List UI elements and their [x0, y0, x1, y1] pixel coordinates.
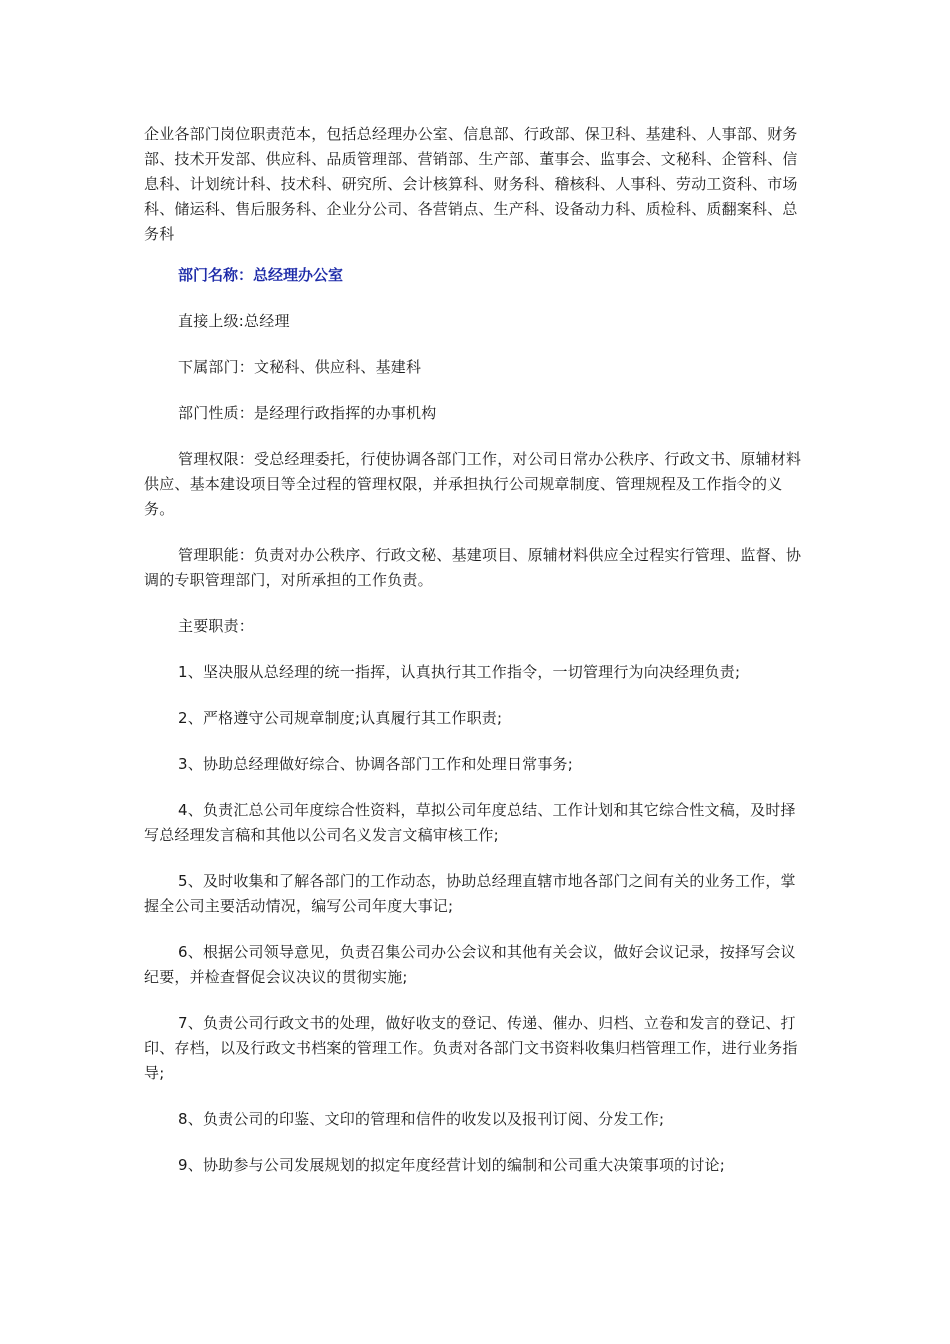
duty-item: 9、协助参与公司发展规划的拟定年度经营计划的编制和公司重大决策事项的讨论; — [178, 1156, 726, 1174]
management-function: 管理职能：负责对办公秩序、行政文秘、基建项目、原辅材料供应全过程实行管理、监督、协调的专职管理部门，对所承担的工作负责。 — [144, 546, 802, 589]
department-heading: 部门名称：总经理办公室 — [178, 266, 344, 284]
document-page — [144, 122, 804, 1199]
duty-item: 4、负责汇总公司年度综合性资料，草拟公司年度总结、工作计划和其它综合性文稿，及时择写总经理发言稿和其他以公司名义发言文稿审核工作; — [144, 801, 796, 844]
duty-item: 5、及时收集和了解各部门的工作动态，协助总经理直辖市地各部门之间有关的业务工作，掌握全公司主要活动情况，编写公司年度大事记; — [144, 872, 796, 915]
management-authority: 管理权限：受总经理委托，行使协调各部门工作，对公司日常办公秩序、行政文书、原辅材料供应、基本建设项目等全过程的管理权限，并承担执行公司规章制度、管理规程及工作指令的义务。 — [144, 450, 802, 518]
department-nature: 部门性质：是经理行政指挥的办事机构 — [178, 404, 437, 422]
duty-item: 1、坚决服从总经理的统一指挥，认真执行其工作指令，一切管理行为向决经理负责; — [178, 663, 741, 681]
duty-item: 3、协助总经理做好综合、协调各部门工作和处理日常事务; — [178, 755, 573, 773]
direct-superior: 直接上级:总经理 — [178, 312, 290, 330]
duty-item: 2、严格遵守公司规章制度;认真履行其工作职责; — [178, 709, 503, 727]
duty-item: 8、负责公司的印鉴、文印的管理和信件的收发以及报刊订阅、分发工作; — [178, 1110, 665, 1128]
duties-title: 主要职责： — [178, 617, 255, 635]
subordinate-departments: 下属部门：文秘科、供应科、基建科 — [178, 358, 422, 376]
duty-item: 7、负责公司行政文书的处理，做好收支的登记、传递、催办、归档、立卷和发言的登记、打印、存档，以及行政文书档案的管理工作。负责对各部门文书资料收集归档管理工作，进行业务指导; — [144, 1014, 798, 1082]
duty-item: 6、根据公司领导意见，负责召集公司办公会议和其他有关会议，做好会议记录，按择写会议纪要，并检查督促会议决议的贯彻实施; — [144, 943, 796, 986]
intro-paragraph: 企业各部门岗位职责范本，包括总经理办公室、信息部、行政部、保卫科、基建科、人事部、财务部、技术开发部、供应科、品质管理部、营销部、生产部、董事会、监事会、文秘科、企管科、信息科、计划统计科、技术科、研究所、会计核算科、财务科、稽核科、人事科、劳动工资科、市场科、储运科、售后服务科、企业分公司、各营销点、生产科、设备动力科、质检科、质翻案科、总务科 — [144, 125, 798, 243]
